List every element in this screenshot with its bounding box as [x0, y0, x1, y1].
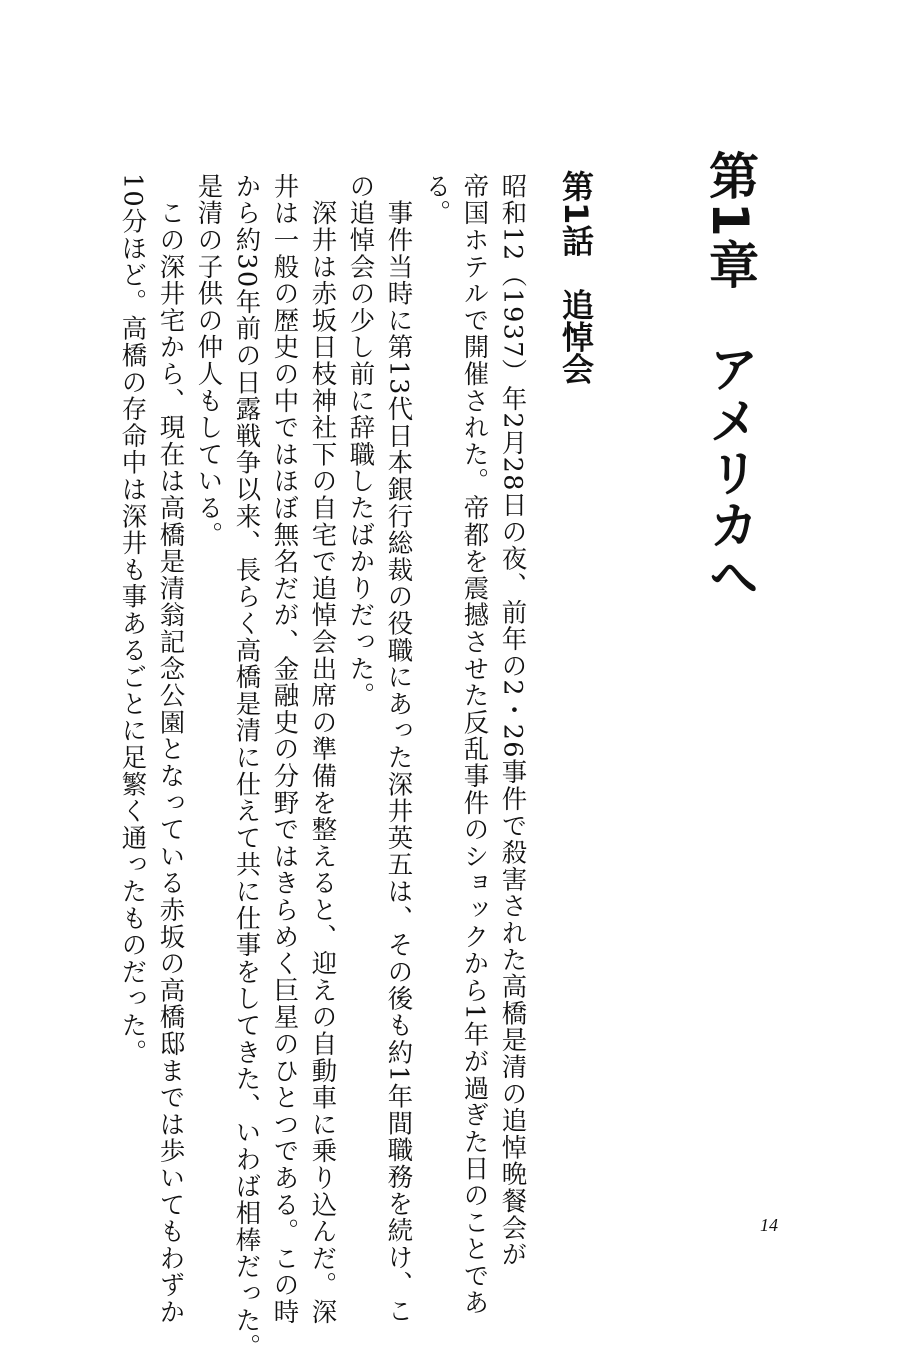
- body-column-6: 深井は赤坂日枝神社下の自宅で追悼会出席の準備を整えると、迎えの自動車に乗り込んだ。深: [308, 173, 339, 1326]
- body-column-11: 10分ほど。高橋の存命中は深井も事あるごとに足繁く通ったものだった。: [118, 173, 149, 1066]
- body-column-8: から約30年前の日露戦争以来、長らく高橋是清に仕えて共に仕事をしてきた、いわば相棒だった。: [232, 173, 263, 1361]
- body-column-10: この深井宅から、現在は高橋是清翁記念公園となっている赤坂の高橋邸までは歩いてもわずか: [156, 173, 187, 1326]
- body-column-3: る。: [422, 173, 453, 227]
- body-column-5: の追悼会の少し前に辞職したばかりだった。: [346, 173, 377, 709]
- body-column-7: 井は一般の歴史の中ではほぼ無名だが、金融史の分野ではきらめく巨星のひとつである。この時: [270, 173, 301, 1326]
- body-column-2: 帝国ホテルで開催された。帝都を震撼させた反乱事件のショックから1年が過ぎた日のことであ: [460, 173, 491, 1317]
- section-title: 第1話 追悼会: [557, 170, 595, 385]
- body-column-4: 事件当時に第13代日本銀行総裁の役職にあった深井英五は、その後も約1年間職務を続け、こ: [384, 173, 415, 1325]
- page-number: 14: [760, 1215, 778, 1235]
- body-column-9: 是清の子供の仲人もしている。: [194, 173, 225, 549]
- body-column-1: 昭和12（1937）年2月28日の夜、前年の2・26事件で殺害された高橋是清の追悼晩餐会が: [498, 173, 529, 1269]
- chapter-title: 第1章 アメリカへ: [701, 150, 759, 603]
